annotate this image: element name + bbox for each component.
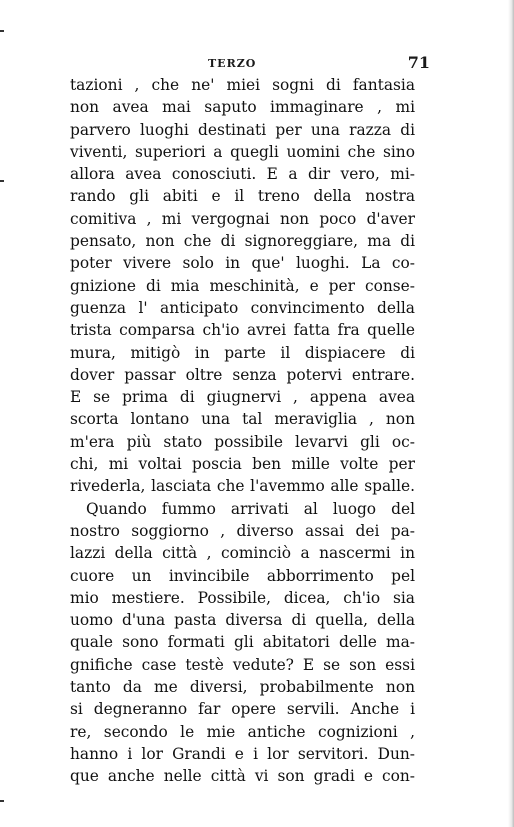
text-line: chi, mi voltai poscia ben mille volte per [70, 455, 415, 474]
text-line: cuore un invincibile abborrimento pel [70, 566, 415, 585]
text-line: re, secondo le mie antiche cognizioni , [70, 722, 415, 741]
scan-mark [0, 180, 4, 182]
text-line: non avea mai saputo immaginare , mi [70, 98, 415, 117]
text-line: pensato, non che di signoreggiare, ma di [70, 232, 415, 251]
paragraph-end-line: rivederla, lasciata che l'avemmo alle spalle. [70, 477, 415, 496]
page-number: 71 [407, 53, 430, 72]
text-line: scorta lontano una tal meraviglia , non [70, 410, 415, 429]
text-line: tanto da me diversi, probabilmente non [70, 678, 415, 697]
running-head [70, 55, 430, 75]
text-line: quale sono formati gli abitatori delle ma- [70, 633, 415, 652]
text-line: gnizione di mia meschinità, e per conse- [70, 276, 415, 295]
text-line: mio mestiere. Possibile, dicea, ch'io sia [70, 588, 415, 607]
binding-edge [508, 0, 514, 827]
text-line: uomo d'una pasta diversa di quella, della [70, 611, 415, 630]
text-line: trista comparsa ch'io avrei fatta fra quelle [70, 321, 415, 340]
text-line: viventi, superiori a quegli uomini che sino [70, 142, 415, 161]
text-line: hanno i lor Grandi e i lor servitori. Dun- [70, 744, 415, 763]
text-line: mura, mitigò in parte il dispiacere di [70, 343, 415, 362]
scan-mark [0, 800, 4, 802]
text-line: rando gli abiti e il treno della nostra [70, 187, 415, 206]
text-line: gnifiche case testè vedute? E se son essi [70, 655, 415, 674]
text-line: que anche nelle città vi son gradi e con- [70, 767, 415, 786]
text-line: si degneranno far opere servili. Anche i [70, 700, 415, 719]
text-line: E se prima di giugnervi , appena avea [70, 388, 415, 407]
body-text [70, 74, 415, 788]
text-line: allora avea conosciuti. E a dir vero, mi- [70, 165, 415, 184]
text-line: comitiva , mi vergognai non poco d'aver [70, 209, 415, 228]
text-line: dover passar oltre senza potervi entrare. [70, 365, 415, 384]
text-line: guenza l' anticipato convincimento della [70, 298, 415, 317]
text-line: tazioni , che ne' miei sogni di fantasia [70, 76, 415, 94]
text-line: poter vivere solo in que' luoghi. La co- [70, 254, 415, 273]
paragraph-start-line: Quando fummo arrivati al luogo del [86, 499, 415, 518]
text-line: nostro soggiorno , diverso assai dei pa- [70, 521, 415, 540]
text-line: lazzi della città , cominciò a nascermi in [70, 544, 415, 563]
text-line: parvero luoghi destinati per una razza di [70, 120, 415, 139]
text-line: m'era più stato possibile levarvi gli oc- [70, 432, 415, 451]
scan-mark [0, 30, 4, 32]
running-title: TERZO [208, 57, 257, 70]
